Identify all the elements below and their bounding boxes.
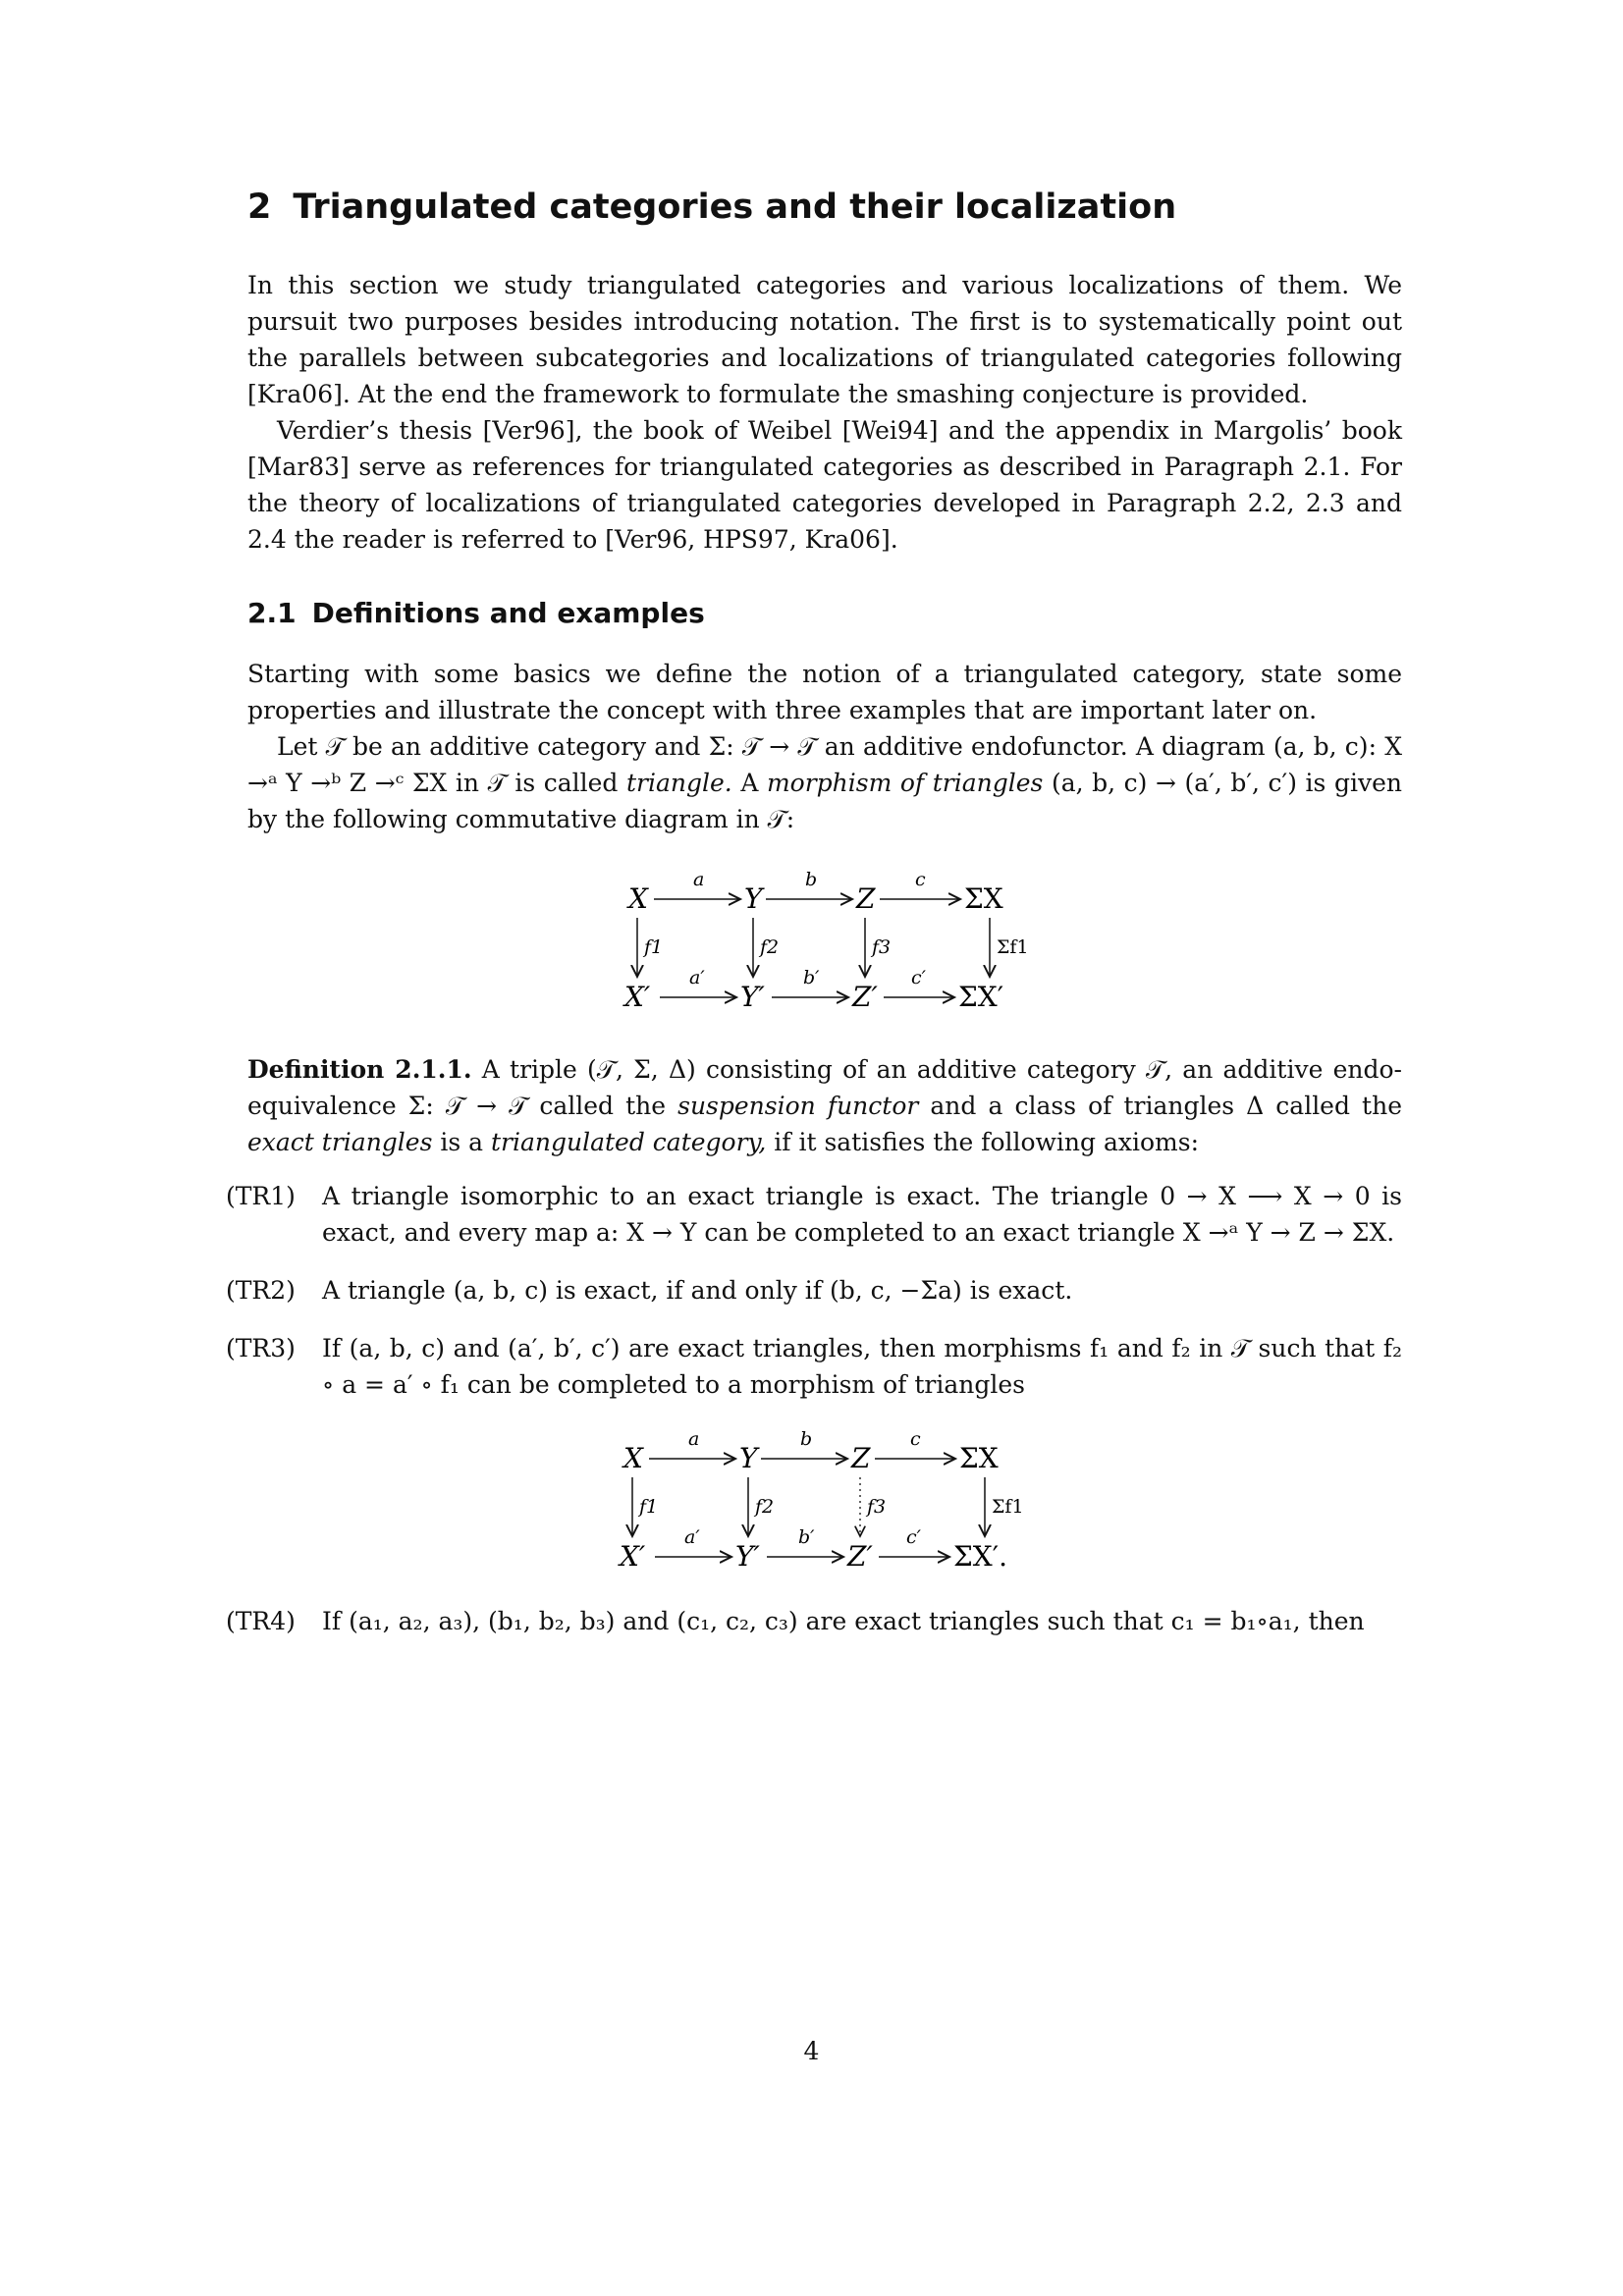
- intro-paragraph-1: In this section we study triangulated categories and various localizations of them. We pursuit two purposes besides introducing notation. The first is to systematically point out the parallels between subcategories and localizations of triangulated categories following [Kra06]. At the end the framework to formulate the smashing conjecture is provided.: [247, 271, 1402, 408]
- cd1-bottom-Z: Z′: [852, 980, 878, 1013]
- section-title-text: Triangulated categories and their localization: [293, 187, 1177, 227]
- intro-paragraph-2: Verdier’s thesis [Ver96], the book of Weibel [Wei94] and the appendix in Margolis’ book [Mar83] serve as references for triangulated categories as described in Paragraph 2.1. For the theory of localizations of triangulated categories developed in Paragraph 2.2, 2.3 and 2.4 the reader is referred to [Ver96, HPS97, Kra06].: [247, 416, 1402, 554]
- cd2-top-SigmaX: ΣX: [959, 1441, 999, 1474]
- cd2-bottom-SigmaX: ΣX′.: [953, 1539, 1007, 1573]
- cd2-label-sigma-f1: Σf1: [992, 1495, 1024, 1518]
- axiom-tr2: [226, 1272, 1402, 1308]
- subsection-number: 2.1: [247, 597, 297, 629]
- defs-p2-part-c: (a, b, c) → (a′, b′, c′) is given by the following commutative diagram in 𝒯:: [247, 768, 1402, 833]
- cd1-label-c: c: [915, 870, 926, 890]
- cd1-top-SigmaX: ΣX: [964, 881, 1003, 915]
- commutative-diagram-1: [619, 871, 1031, 1018]
- cd2-label-f3: f3: [867, 1495, 887, 1518]
- page-number: 4: [803, 2037, 820, 2065]
- cd1-label-b: b: [805, 870, 818, 890]
- cd1-top-X: X: [628, 881, 648, 915]
- axiom-tag: (TR1): [226, 1181, 296, 1210]
- defs-p2-part-a: Let 𝒯 be an additive category and Σ: 𝒯 → 𝒯 an additive endofunctor. A diagram (a, b, c): X →ᵃ Y →ᵇ Z →ᶜ ΣX in 𝒯 is called: [247, 731, 1402, 797]
- axiom-tag: (TR3): [226, 1333, 296, 1362]
- axiom-text: If (a₁, a₂, a₃), (b₁, b₂, b₃) and (c₁, c₂, c₃) are exact triangles such that c₁ = b₁∘a₁, then: [322, 1606, 1365, 1635]
- defs-paragraph-2: [247, 728, 1402, 837]
- cd1-bottom-X: X′: [624, 980, 651, 1013]
- cd1-label-c-prime: c′: [911, 966, 926, 988]
- commutative-diagram-2: [614, 1430, 1036, 1577]
- page-body: [226, 187, 1402, 1661]
- section-number: 2: [247, 187, 272, 227]
- cd2-label-c-prime: c′: [906, 1525, 921, 1548]
- cd2-top-Z: Z: [851, 1441, 871, 1474]
- cd1-label-b-prime: b′: [803, 966, 820, 988]
- cd1-top-Z: Z: [856, 881, 876, 915]
- cd1-label-a: a: [693, 870, 705, 890]
- axiom-tr1: [226, 1178, 1402, 1251]
- axiom-tag: (TR2): [226, 1275, 296, 1305]
- definition-text-2: and a class of triangles Δ called the: [918, 1091, 1402, 1120]
- definition-text-1: A triple (𝒯, Σ, Δ) consisting of an additive category 𝒯, an additive endo-equivalence Σ: 𝒯 → 𝒯 called the: [247, 1054, 1402, 1120]
- cd1-label-f3: f3: [872, 935, 892, 958]
- axiom-tag: (TR4): [226, 1606, 296, 1635]
- term-triangle: triangle.: [626, 768, 732, 797]
- cd2-label-b-prime: b′: [798, 1525, 815, 1548]
- term-suspension-functor: suspension functor: [677, 1091, 919, 1120]
- cd2-label-a: a: [688, 1429, 700, 1450]
- axiom-list: [226, 1178, 1402, 1639]
- axiom-tr4: [226, 1603, 1402, 1639]
- cd2-bottom-X: X′: [620, 1539, 646, 1573]
- definition-text-4: if it satisfies the following axioms:: [766, 1127, 1199, 1156]
- cd1-label-sigma-f1: Σf1: [997, 935, 1029, 958]
- cd1-top-Y: Y: [744, 881, 763, 915]
- axiom-tr3: [226, 1330, 1402, 1403]
- cd2-label-a-prime: a′: [684, 1525, 700, 1548]
- cd2-bottom-Z: Z′: [847, 1539, 873, 1573]
- definition-text-3: is a: [432, 1127, 491, 1156]
- definition-label: Definition 2.1.1.: [247, 1054, 472, 1084]
- term-triangulated-category: triangulated category,: [491, 1127, 767, 1156]
- cd2-label-c: c: [910, 1429, 921, 1450]
- cd2-label-b: b: [800, 1429, 813, 1450]
- cd2-bottom-Y: Y′: [735, 1539, 760, 1573]
- cd1-bottom-Y: Y′: [740, 980, 765, 1013]
- cd2-top-Y: Y: [739, 1441, 758, 1474]
- axiom-text: A triangle isomorphic to an exact triangle is exact. The triangle 0 → X ⟶ X → 0 is exact, and every map a: X → Y can be completed to an exact triangle X →ᵃ Y → Z → ΣX.: [322, 1181, 1402, 1247]
- section-title: [247, 187, 1402, 228]
- defs-p2-part-b: A: [731, 768, 767, 797]
- cd2-label-f2: f2: [755, 1495, 775, 1518]
- cd1-label-a-prime: a′: [689, 966, 705, 988]
- cd2-label-f1: f1: [639, 1495, 659, 1518]
- term-exact-triangles: exact triangles: [247, 1127, 433, 1156]
- defs-paragraph-1: Starting with some basics we define the notion of a triangulated category, state some properties and illustrate the concept with three examples that are important later on.: [247, 659, 1402, 724]
- cd1-label-f1: f1: [644, 935, 664, 958]
- definition-2-1-1: [247, 1051, 1402, 1160]
- subsection-title-text: Definitions and examples: [311, 597, 705, 629]
- subsection-title: [247, 597, 1402, 630]
- cd2-top-X: X: [623, 1441, 643, 1474]
- cd1-bottom-SigmaX: ΣX′: [958, 980, 1004, 1013]
- term-morphism-of-triangles: morphism of triangles: [766, 768, 1044, 797]
- cd1-label-f2: f2: [760, 935, 780, 958]
- axiom-text: A triangle (a, b, c) is exact, if and only if (b, c, −Σa) is exact.: [322, 1275, 1073, 1305]
- axiom-text: If (a, b, c) and (a′, b′, c′) are exact triangles, then morphisms f₁ and f₂ in 𝒯 such that f₂ ∘ a = a′ ∘ f₁ can be completed to a morphism of triangles: [322, 1333, 1402, 1399]
